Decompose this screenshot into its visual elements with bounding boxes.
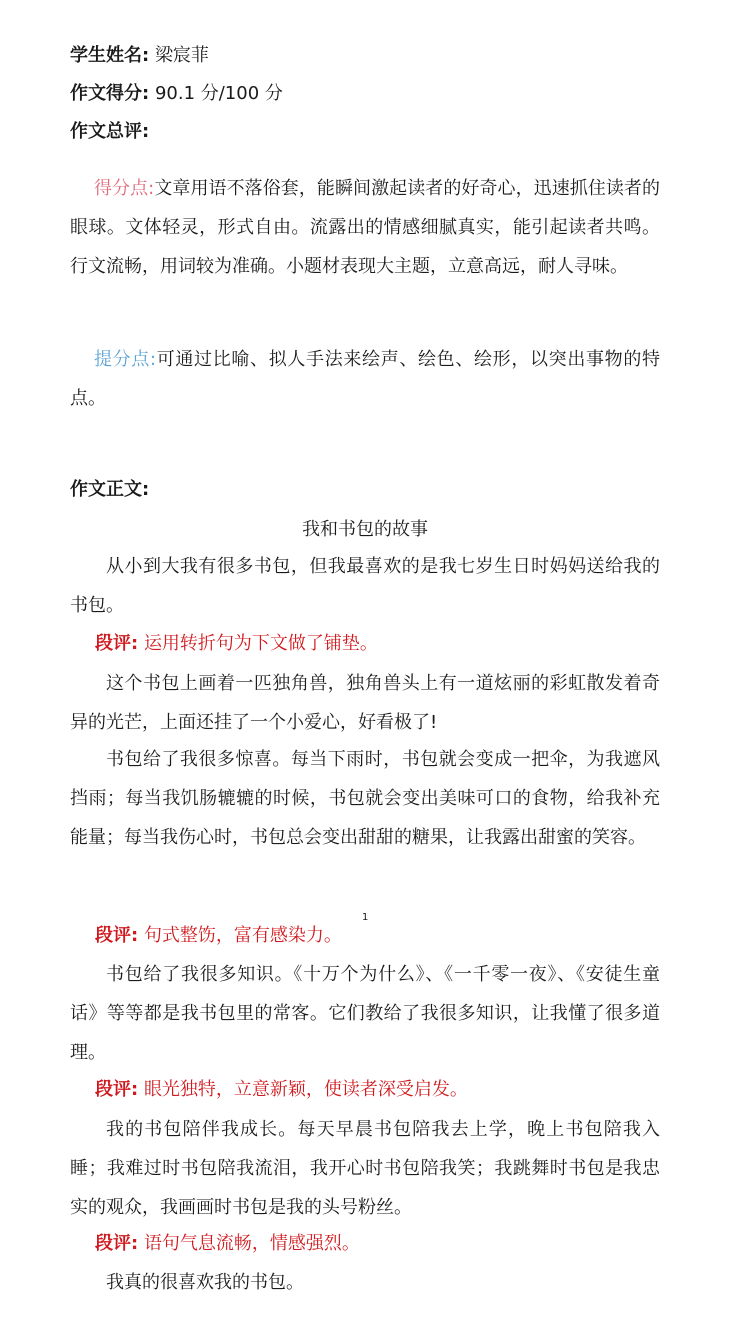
essay-body-heading: 作文正文: (70, 479, 150, 500)
paragraph-comment-3 (95, 1072, 468, 1108)
paragraph-comment-2 (95, 918, 342, 954)
comment-text: 语句气息流畅，情感强烈。 (143, 1233, 360, 1254)
strengths-label: 得分点: (94, 178, 155, 199)
essay-paragraph-3: 书包给了我很多惊喜。每当下雨时，书包就会变成一把伞，为我遮风挡雨；每当我饥肠辘辘的时候，书包就会变出美味可口的食物，给我补充能量；每当我伤心时，书包总会变出甜甜的糖果，让我露出甜蜜的笑容。 (70, 749, 660, 848)
score-row (70, 76, 283, 112)
student-name-label: 学生姓名: (70, 45, 150, 66)
comment-text: 运用转折句为下文做了铺垫。 (143, 633, 378, 654)
overall-review-heading: 作文总评: (70, 121, 150, 142)
essay-paragraph-6: 我真的很喜欢我的书包。 (106, 1272, 304, 1293)
comment-label: 段评: (95, 1079, 139, 1100)
essay-paragraph-4: 书包给了我很多知识。《十万个为什么》、《一千零一夜》、《安徒生童话》等等都是我书包里的常客。它们教给了我很多知识，让我懂了很多道理。 (70, 964, 660, 1063)
paragraph-comment-4 (95, 1226, 360, 1262)
score-value: 90.1 分/100 分 (154, 83, 283, 104)
essay-title: 我和书包的故事 (302, 519, 428, 540)
comment-label: 段评: (95, 1233, 139, 1254)
comment-text: 句式整饬，富有感染力。 (143, 925, 342, 946)
score-label: 作文得分: (70, 83, 150, 104)
comment-label: 段评: (95, 633, 139, 654)
student-name-row (70, 38, 209, 74)
comment-text: 眼光独特，立意新颖，使读者深受启发。 (143, 1079, 468, 1100)
student-name-value: 梁宸菲 (154, 45, 209, 66)
improvement-text: 可通过比喻、拟人手法来绘声、绘色、绘形，以突出事物的特点。 (70, 349, 660, 409)
footnote-marker: 1 (362, 912, 369, 923)
comment-label: 段评: (95, 925, 139, 946)
essay-paragraph-5: 我的书包陪伴我成长。每天早晨书包陪我去上学，晚上书包陪我入睡；我难过时书包陪我流泪，我开心时书包陪我笑；我跳舞时书包是我忠实的观众，我画画时书包是我的头号粉丝。 (70, 1119, 660, 1218)
essay-paragraph-1: 从小到大我有很多书包，但我最喜欢的是我七岁生日时妈妈送给我的书包。 (70, 556, 660, 616)
improvement-label: 提分点: (94, 349, 157, 370)
paragraph-comment-1 (95, 626, 378, 662)
strengths-text: 文章用语不落俗套，能瞬间激起读者的好奇心，迅速抓住读者的眼球。文体轻灵，形式自由。流露出的情感细腻真实，能引起读者共鸣。行文流畅，用词较为准确。小题材表现大主题，立意高远，耐人寻味。 (70, 178, 660, 277)
strengths-paragraph (70, 169, 660, 286)
essay-paragraph-2: 这个书包上画着一匹独角兽，独角兽头上有一道炫丽的彩虹散发着奇异的光芒，上面还挂了一个小爱心，好看极了! (70, 673, 660, 733)
improvement-paragraph (70, 340, 660, 418)
